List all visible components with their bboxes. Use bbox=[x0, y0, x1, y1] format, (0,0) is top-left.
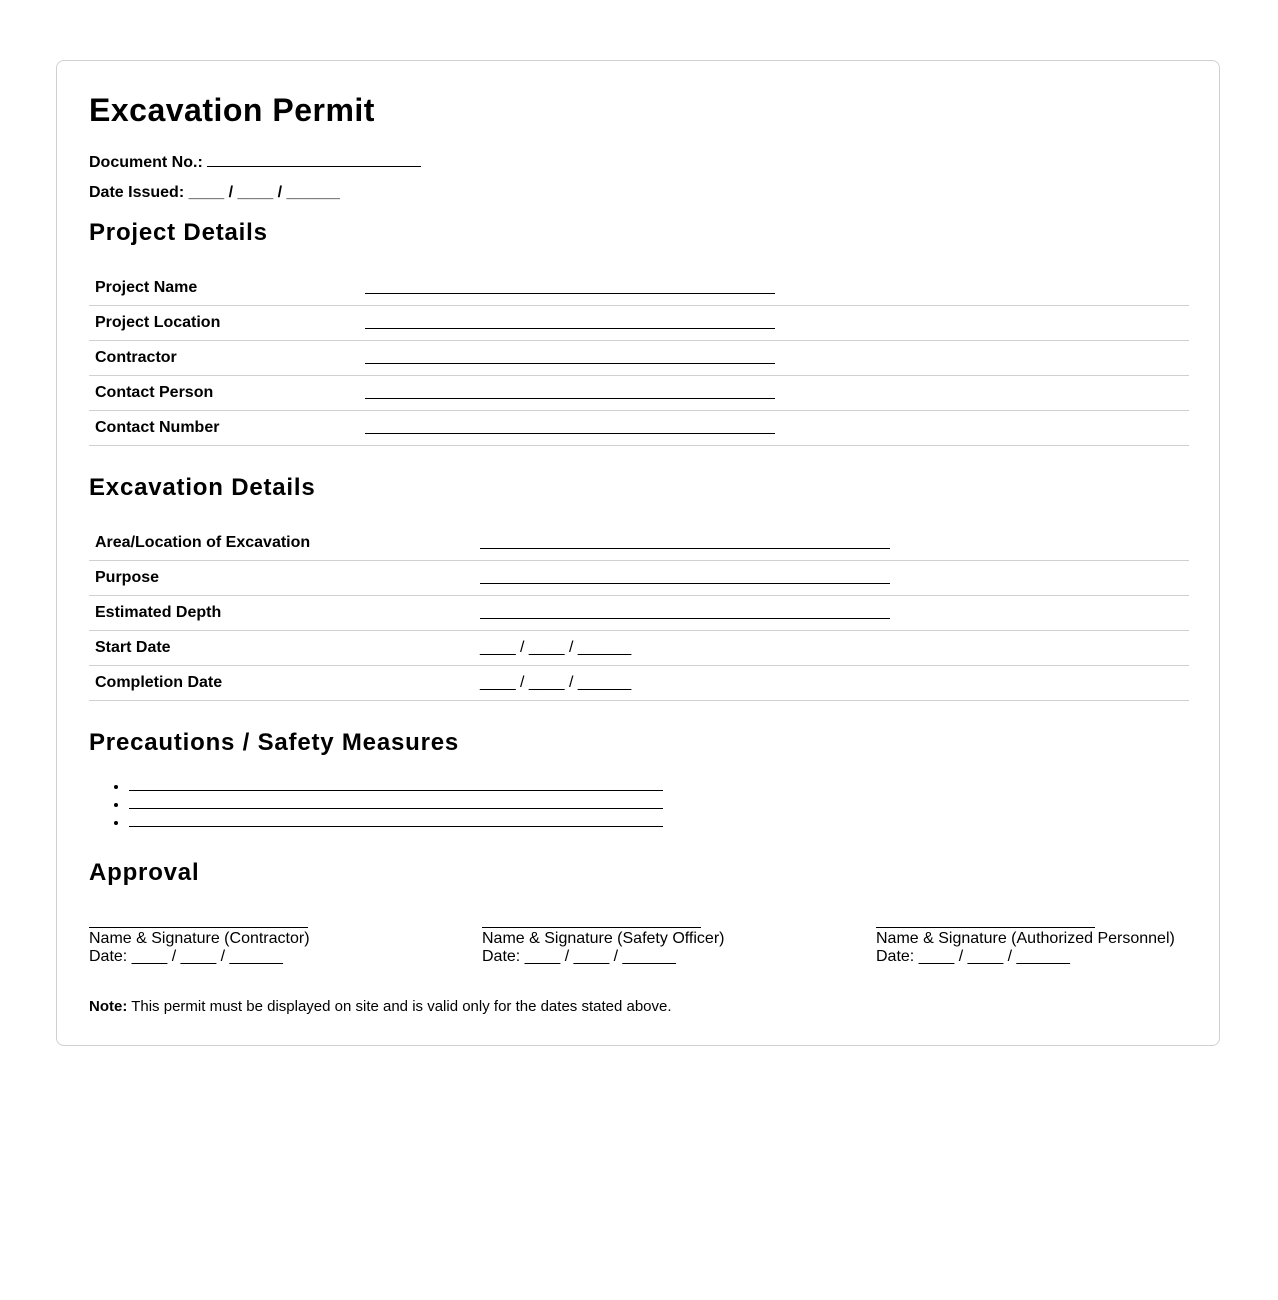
signature-label: Name & Signature (Authorized Personnel) bbox=[876, 930, 1175, 947]
list-item[interactable] bbox=[129, 776, 663, 794]
project-details-table bbox=[89, 271, 1189, 446]
row-label: Estimated Depth bbox=[89, 596, 474, 631]
table-row bbox=[89, 411, 1189, 446]
project-name-input[interactable] bbox=[359, 271, 1189, 306]
contractor-input[interactable] bbox=[359, 341, 1189, 376]
note-label: Note: bbox=[89, 998, 128, 1015]
list-item[interactable] bbox=[129, 794, 663, 812]
note-text: This permit must be displayed on site and is valid only for the dates stated above. bbox=[127, 998, 672, 1015]
table-row bbox=[89, 666, 1189, 701]
table-row bbox=[89, 631, 1189, 666]
excavation-location-input[interactable] bbox=[474, 526, 1189, 561]
document-number-input[interactable] bbox=[207, 150, 421, 167]
row-label: Project Location bbox=[89, 306, 359, 341]
row-label: Purpose bbox=[89, 561, 474, 596]
completion-date-input[interactable]: ____ / ____ / ______ bbox=[474, 666, 1189, 701]
project-details-heading: Project Details bbox=[89, 219, 268, 246]
table-row bbox=[89, 596, 1189, 631]
signature-label: Name & Signature (Contractor) bbox=[89, 930, 310, 947]
excavation-details-table bbox=[89, 526, 1189, 701]
page-title: Excavation Permit bbox=[89, 92, 375, 128]
list-item[interactable] bbox=[129, 812, 663, 830]
precautions-heading: Precautions / Safety Measures bbox=[89, 729, 460, 756]
signature-date[interactable]: Date: ____ / ____ / ______ bbox=[876, 948, 1070, 965]
signature-block-contractor bbox=[89, 910, 310, 966]
project-location-input[interactable] bbox=[359, 306, 1189, 341]
row-label: Start Date bbox=[89, 631, 474, 666]
contact-person-input[interactable] bbox=[359, 376, 1189, 411]
document-number-label: Document No.: bbox=[89, 154, 203, 171]
table-row bbox=[89, 526, 1189, 561]
table-row bbox=[89, 271, 1189, 306]
precautions-list bbox=[89, 776, 663, 830]
row-label: Contractor bbox=[89, 341, 359, 376]
signature-block-safety-officer bbox=[482, 910, 724, 966]
row-label: Completion Date bbox=[89, 666, 474, 701]
document-number-field bbox=[89, 150, 421, 172]
signature-date[interactable]: Date: ____ / ____ / ______ bbox=[482, 948, 676, 965]
table-row bbox=[89, 376, 1189, 411]
purpose-input[interactable] bbox=[474, 561, 1189, 596]
permit-note bbox=[89, 998, 672, 1015]
table-row bbox=[89, 341, 1189, 376]
start-date-input[interactable]: ____ / ____ / ______ bbox=[474, 631, 1189, 666]
table-row bbox=[89, 561, 1189, 596]
estimated-depth-input[interactable] bbox=[474, 596, 1189, 631]
row-label: Contact Number bbox=[89, 411, 359, 446]
signature-line[interactable] bbox=[482, 910, 701, 928]
signature-block-authorized-personnel bbox=[876, 910, 1175, 966]
approval-heading: Approval bbox=[89, 859, 200, 886]
signature-date[interactable]: Date: ____ / ____ / ______ bbox=[89, 948, 283, 965]
signature-line[interactable] bbox=[876, 910, 1095, 928]
contact-number-input[interactable] bbox=[359, 411, 1189, 446]
table-row bbox=[89, 306, 1189, 341]
row-label: Contact Person bbox=[89, 376, 359, 411]
signature-label: Name & Signature (Safety Officer) bbox=[482, 930, 725, 947]
date-issued-label: Date Issued: bbox=[89, 184, 185, 201]
date-issued-field bbox=[89, 184, 340, 202]
row-label: Area/Location of Excavation bbox=[89, 526, 474, 561]
signature-line[interactable] bbox=[89, 910, 308, 928]
row-label: Project Name bbox=[89, 271, 359, 306]
excavation-details-heading: Excavation Details bbox=[89, 474, 316, 501]
date-issued-input[interactable]: ____ / ____ / ______ bbox=[188, 184, 340, 201]
